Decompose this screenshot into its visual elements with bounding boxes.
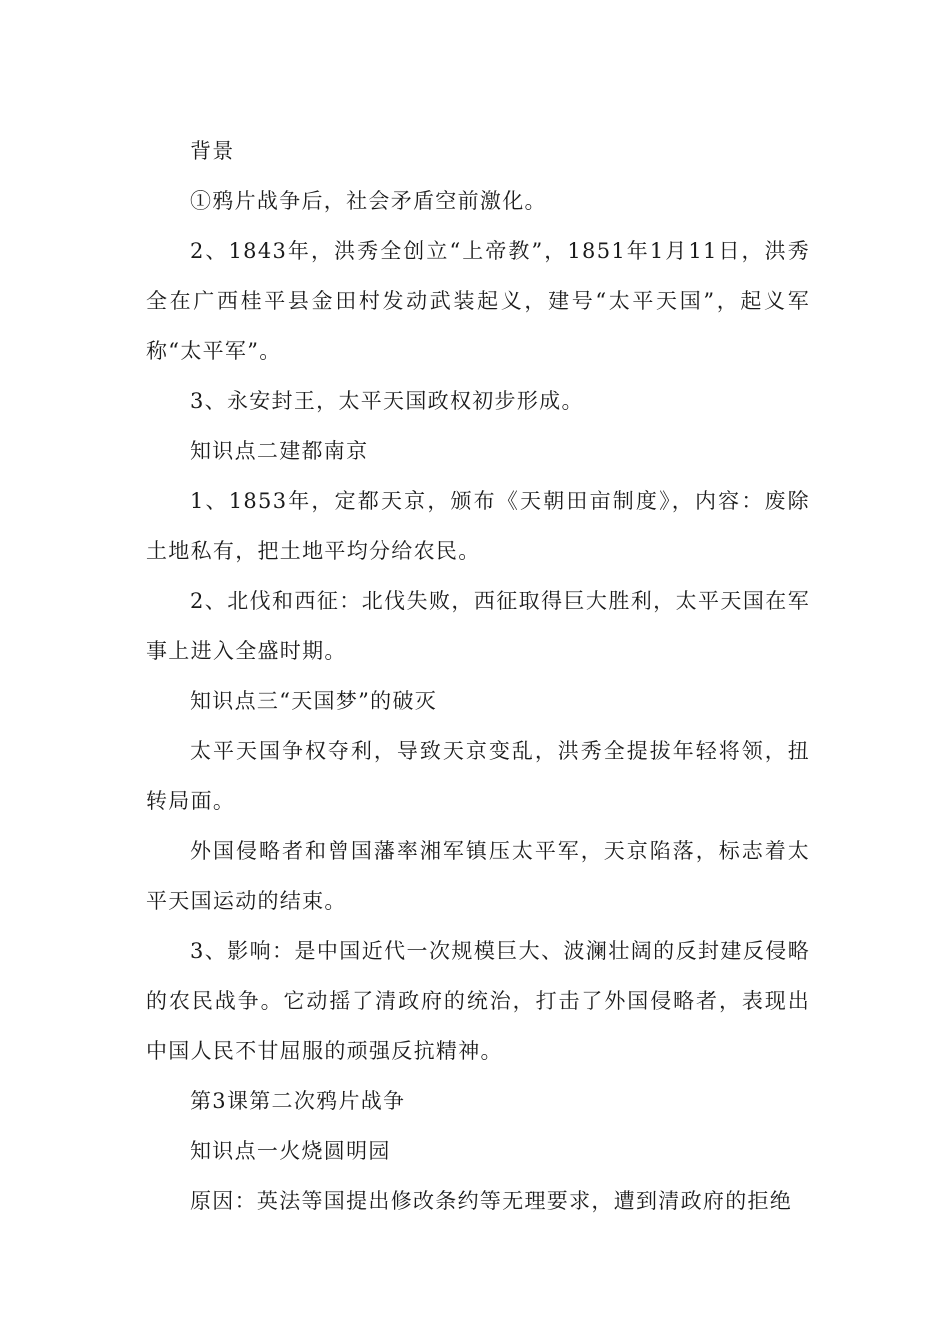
section-heading: 知识点二建都南京 [190,439,369,463]
section-heading: 知识点一火烧圆明园 [190,1139,391,1163]
paragraph: 2、北伐和西征：北伐失败，西征取得巨大胜利，太平天国在军事上进入全盛时期。 [146,589,810,663]
paragraph: ①鸦片战争后，社会矛盾空前激化。 [190,189,547,213]
paragraph: 3、永安封王，太平天国政权初步形成。 [190,389,584,413]
section-heading: 知识点三“天国梦”的破灭 [190,689,438,713]
paragraph: 2、1843年，洪秀全创立“上帝教”，1851年1月11日，洪秀全在广西桂平县金田村发动武装起义，建号“太平天国”，起义军称“太平军”。 [146,239,810,363]
paragraph: 外国侵略者和曾国藩率湘军镇压太平军，天京陷落，标志着太平天国运动的结束。 [146,839,810,913]
lesson-heading: 第3课第二次鸦片战争 [190,1089,406,1113]
section-heading-background: 背景 [190,139,235,163]
paragraph: 太平天国争权夺利，导致天京变乱，洪秀全提拔年轻将领，扭转局面。 [146,739,810,813]
paragraph: 3、影响：是中国近代一次规模巨大、波澜壮阔的反封建反侵略的农民战争。它动摇了清政府的统治，打击了外国侵略者，表现出中国人民不甘屈服的顽强反抗精神。 [146,939,810,1063]
paragraph: 1、1853年，定都天京，颁布《天朝田亩制度》，内容：废除土地私有，把土地平均分给农民。 [146,489,810,563]
paragraph: 原因：英法等国提出修改条约等无理要求，遭到清政府的拒绝 [190,1189,793,1213]
